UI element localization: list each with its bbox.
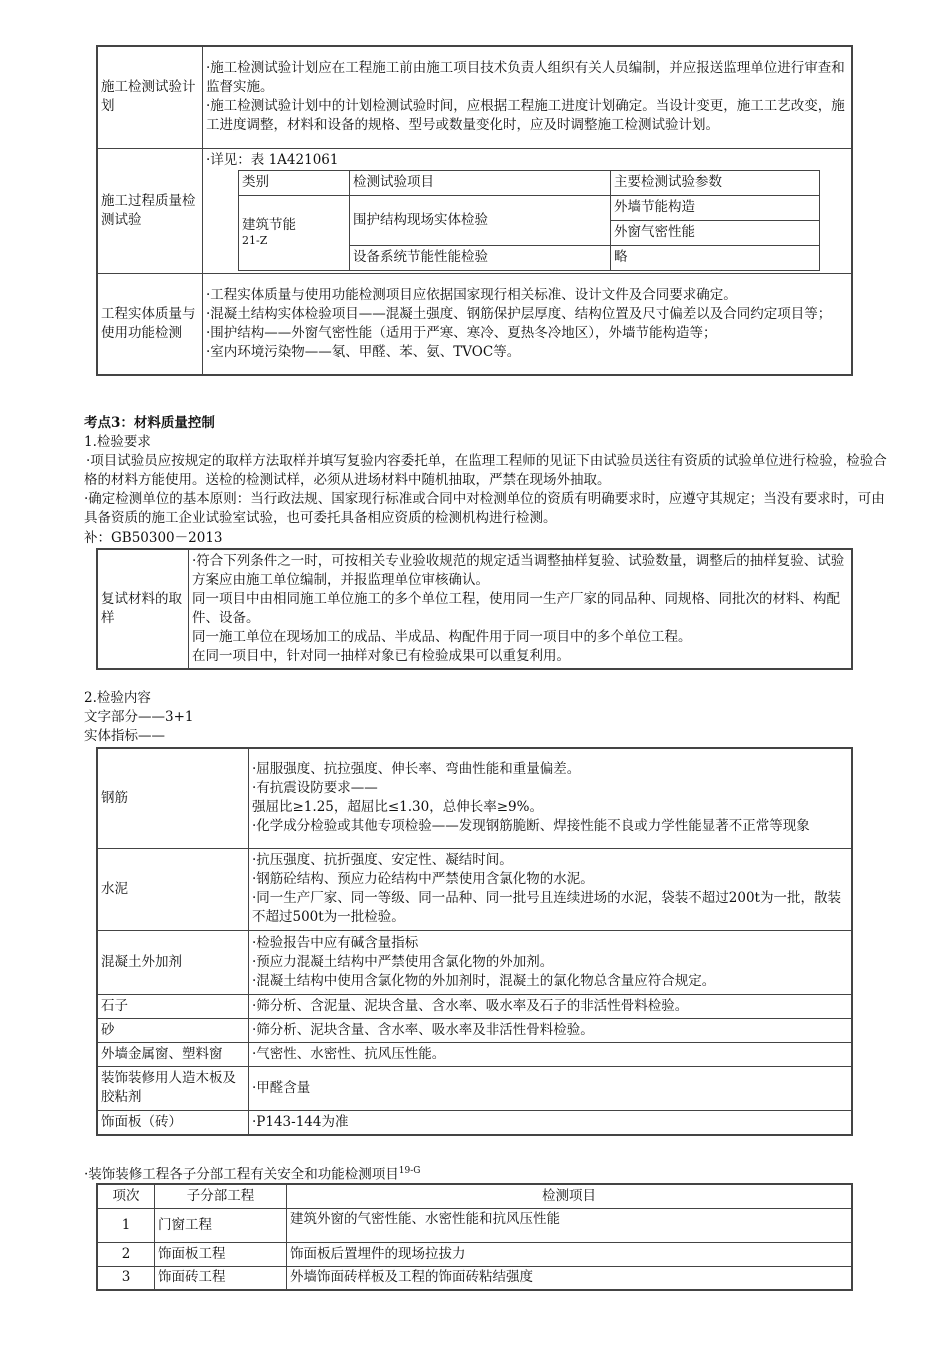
table-row <box>97 1018 852 1042</box>
quality-inspection-table <box>96 45 853 376</box>
text-line: ·室内环境污染物——氡、甲醛、苯、氨、TVOC等。 <box>206 343 521 360</box>
table-row <box>97 1266 852 1290</box>
safety-function-table <box>96 1183 853 1291</box>
row-number: 2 <box>97 1242 155 1266</box>
text-line: ·混凝土结构中使用含氯化物的外加剂时，混凝土的氯化物总含量应符合规定。 <box>252 972 716 989</box>
table-row <box>97 994 852 1018</box>
text-line: ·同一生产厂家、同一等级、同一品种、同一批号且连续进场的水泥，袋装不超过200t为一批，散装不超过500t为一批检验。 <box>252 890 841 925</box>
row-content: ·气密性、水密性、抗风压性能。 <box>249 1042 853 1066</box>
param-cell: 外墙节能构造 <box>611 195 820 220</box>
text-line: ·预应力混凝土结构中严禁使用含氯化物的外加剂。 <box>252 953 554 970</box>
header-cell: 检测试验项目 <box>350 170 611 195</box>
text-line: 同一施工单位在现场加工的成品、半成品、构配件用于同一项目中的多个单位工程。 <box>192 629 692 645</box>
table-row <box>97 1042 852 1066</box>
row-label: 外墙金属窗、塑料窗 <box>97 1042 249 1066</box>
text-line: ·围护结构——外窗气密性能（适用于严寒、寒冷、夏热冬冷地区），外墙节能构造等； <box>206 324 717 341</box>
row-content: ·P143-144为准 <box>249 1110 853 1135</box>
table-row <box>97 1242 852 1266</box>
test-item-cell: 建筑外窗的气密性能、水密性能和抗风压性能 <box>287 1208 853 1242</box>
table-row <box>97 1110 852 1135</box>
subsection-heading: 2.检验内容 <box>84 690 151 706</box>
text-line: ·有抗震设防要求—— <box>252 780 378 797</box>
header-cell: 子分部工程 <box>155 1184 287 1208</box>
paragraph: ·项目试验员应按规定的取样方法取样并填写复验内容委托单，在监理工程师的见证下由试验员送往有资质的试验单位进行检验，检验合格的材料方能使用。送检的检测试样，必须从进场材料中随机抽取，严禁在现场外抽取。 <box>84 453 887 488</box>
item-cell: 设备系统节能性能检验 <box>350 245 611 270</box>
category-note: 21-Z <box>242 233 268 247</box>
row-content: ·筛分析、泥块含量、含水率、吸水率及非活性骨料检验。 <box>249 1018 853 1042</box>
param-cell: 外窗气密性能 <box>611 220 820 245</box>
text-line: ·施工检测试验计划中的计划检测试验时间，应根据工程施工进度计划确定。当设计变更，施工工艺改变，施工进度调整，材料和设备的规格、型号或数量变化时，应及时调整施工检测试验计划。 <box>206 98 845 134</box>
row-content <box>249 930 853 994</box>
text-line: ·屈服强度、抗拉强度、伸长率、弯曲性能和重量偏差。 <box>252 761 581 778</box>
text-line: ·工程实体质量与使用功能检测项目应依据国家现行相关标准、设计文件及合同要求确定。 <box>206 286 737 303</box>
table-row <box>97 1208 852 1242</box>
text-line: 强屈比≥1.25，超屈比≤1.30，总伸长率≥9%。 <box>252 799 543 816</box>
text-line: ·钢筋砼结构、预应力砼结构中严禁使用含氯化物的水泥。 <box>252 871 594 887</box>
text-line: ·抗压强度、抗折强度、安定性、凝结时间。 <box>252 852 513 868</box>
text-line: 实体指标—— <box>84 728 165 744</box>
row-label: 石子 <box>97 994 249 1018</box>
table-row <box>97 46 852 148</box>
table-caption <box>84 1162 420 1185</box>
text-line: 文字部分——3+1 <box>84 709 194 725</box>
text-line: ·化学成分检验或其他专项检验——发现钢筋脆断、焊接性能不良或力学性能显著不正常等现象 <box>252 818 810 835</box>
param-cell: 略 <box>611 245 820 270</box>
table-row <box>97 1184 852 1208</box>
row-content <box>189 549 853 669</box>
sub-project-cell: 门窗工程 <box>155 1208 287 1242</box>
row-label: 装饰装修用人造木板及胶粘剂 <box>97 1066 249 1110</box>
category-cell <box>239 195 350 270</box>
row-content <box>203 46 853 148</box>
text-line: 在同一项目中，针对同一抽样对象已有检验成果可以重复利用。 <box>192 648 570 664</box>
row-label: 施工检测试验计划 <box>97 46 203 148</box>
row-label: 施工过程质量检测试验 <box>97 148 203 273</box>
energy-saving-subtable <box>238 170 820 271</box>
text-line: ·混凝土结构实体检验项目——混凝土强度、钢筋保护层厚度、结构位置及尺寸偏差以及合同约定项目等； <box>206 305 832 322</box>
table-row <box>97 930 852 994</box>
table-row <box>97 549 852 669</box>
table-row <box>97 148 852 273</box>
material-test-table <box>96 747 853 1136</box>
table-row <box>97 848 852 930</box>
table-row <box>239 170 820 195</box>
test-item-cell: 外墙饰面砖样板及工程的饰面砖粘结强度 <box>287 1266 853 1290</box>
table-row <box>239 195 820 220</box>
paragraph: ·确定检测单位的基本原则：当行政法规、国家现行标准或合同中对检测单位的资质有明确要求时，应遵守其规定；当没有要求时，可由具备资质的施工企业试验室试验，也可委托具备相应资质的检测机构进行检测。 <box>84 491 885 526</box>
row-label: 复试材料的取样 <box>97 549 189 669</box>
text-line: ·施工检测试验计划应在工程施工前由施工项目技术负责人组织有关人员编制，并应报送监理单位进行审查和监督实施。 <box>206 60 845 96</box>
row-label: 钢筋 <box>97 748 249 848</box>
text-line: ·符合下列条件之一时，可按相关专业验收规范的规定适当调整抽样复验、试验数量，调整后的抽样复验、试验方案应由施工单位编制，并报监理单位审核确认。 <box>192 553 845 588</box>
row-content <box>249 748 853 848</box>
row-content: ·筛分析、含泥量、泥块含量、含水率、吸水率及石子的非活性骨料检验。 <box>249 994 853 1018</box>
header-cell: 主要检测试验参数 <box>611 170 820 195</box>
sub-project-cell: 饰面砖工程 <box>155 1266 287 1290</box>
row-number: 1 <box>97 1208 155 1242</box>
text-line: 同一项目中由相同施工单位施工的多个单位工程，使用同一生产厂家的同品种、同规格、同批次的材料、构配件、设备。 <box>192 591 840 626</box>
category-label: 建筑节能 <box>242 216 296 233</box>
subsection-heading: 1.检验要求 <box>84 434 151 450</box>
row-number: 3 <box>97 1266 155 1290</box>
item-cell: 围护结构现场实体检验 <box>350 195 611 245</box>
header-cell: 项次 <box>97 1184 155 1208</box>
table-row <box>97 748 852 848</box>
supplement-note: 补：GB50300－2013 <box>84 530 223 546</box>
row-label: 水泥 <box>97 848 249 930</box>
row-content: ·甲醛含量 <box>249 1066 853 1110</box>
header-cell: 检测项目 <box>287 1184 853 1208</box>
row-content <box>203 273 853 375</box>
caption-text: ·装饰装修工程各子分部工程有关安全和功能检测项目 <box>84 1166 399 1183</box>
row-label: 饰面板（砖） <box>97 1110 249 1135</box>
row-content <box>203 148 853 273</box>
sampling-table <box>96 548 853 670</box>
table-row <box>97 273 852 375</box>
caption-sup: 19-G <box>398 1166 421 1176</box>
table-row <box>97 1066 852 1110</box>
table-reference: ·详见：表 1A421061 <box>206 151 339 168</box>
text-line: ·检验报告中应有碱含量指标 <box>252 934 419 951</box>
header-cell: 类别 <box>239 170 350 195</box>
row-label: 混凝土外加剂 <box>97 930 249 994</box>
sub-project-cell: 饰面板工程 <box>155 1242 287 1266</box>
test-item-cell: 饰面板后置埋件的现场拉拔力 <box>287 1242 853 1266</box>
row-content <box>249 848 853 930</box>
row-label: 砂 <box>97 1018 249 1042</box>
row-label: 工程实体质量与使用功能检测 <box>97 273 203 375</box>
section-title: 考点3：材料质量控制 <box>84 415 215 431</box>
